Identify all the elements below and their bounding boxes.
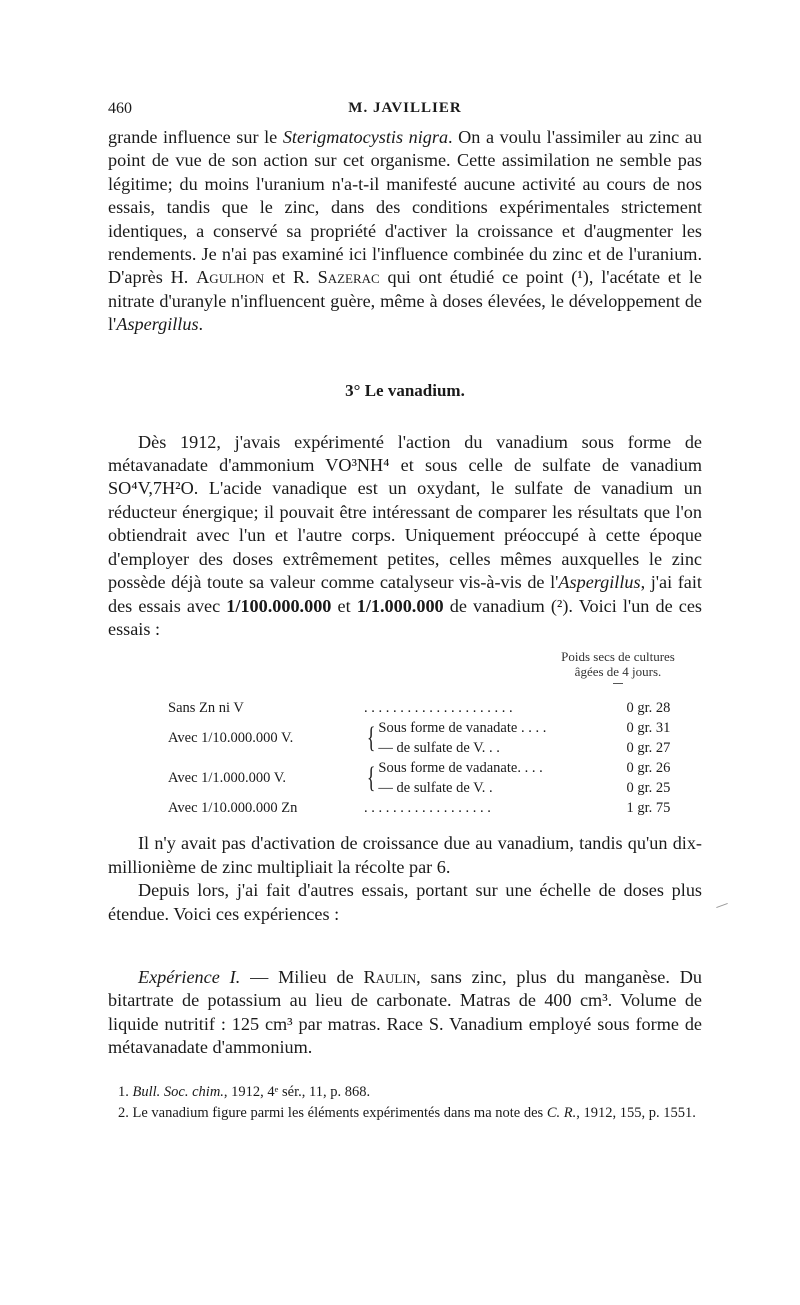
author-name: Agulhon — [196, 267, 265, 288]
row-value: 0 gr. 28 — [626, 699, 671, 716]
text-run: , sans zinc, plus du manganèse. Du bitartrate de potassium au lieu de carbonate. Matras de 400 cm³. Volume de liquide nutritif : 125 cm³ par matras. Race S. Vanadium employé sous forme de métavanadate d'ammonium. — [108, 966, 702, 1058]
footnotes — [108, 1082, 702, 1124]
row-sublabel: Sous forme de vanadate . . . . — [378, 719, 547, 736]
column-header-text: Poids secs de cultures âgées de 4 jours. — [561, 649, 675, 680]
row-sublabel: Sous forme de vadanate. . . . — [378, 759, 543, 776]
row-label: Sans Zn ni V — [168, 699, 244, 716]
dose-value: 1/1.000.000 — [356, 595, 444, 616]
paragraph-vanadium-intro — [108, 431, 702, 642]
leader-dots: . . . . . . . . . . . . . . . . . . — [364, 799, 491, 816]
header-rule — [613, 683, 623, 684]
row-value: 0 gr. 26 — [626, 759, 671, 776]
species-name: Sterigmatocystis nigra — [282, 127, 449, 147]
section-title: 3° Le vanadium. — [345, 380, 465, 400]
author-name: Sazerac — [317, 267, 380, 288]
text-run: — Milieu de — [240, 966, 364, 987]
row-label: Avec 1/10.000.000 V. — [168, 729, 294, 746]
margin-mark — [716, 903, 728, 908]
text-run: de vanadium (²). Voici l'un de ces essais : — [108, 595, 702, 639]
brace-icon: { — [366, 761, 376, 795]
brace-icon: { — [366, 721, 376, 755]
text-run: . — [198, 314, 204, 335]
footnote-1 — [108, 1082, 702, 1103]
journal-title: C. R. — [546, 1104, 577, 1121]
row-value: 0 gr. 31 — [626, 719, 671, 736]
text-run: et — [331, 595, 357, 616]
table-row — [168, 698, 670, 718]
row-label: Avec 1/1.000.000 V. — [168, 769, 287, 786]
text-run: . On a voulu l'assimiler au zinc au point de vue de son action sur cet organisme. Cette assimilation ne semble pas légitime; du moins l'uranium n'a-t-il manifesté aucune activité au cours de nos essais, tandis que le zinc, dans des conditions expérimentales strictement identiques, a conservé sa propriété d'activer la croissance et d'augmenter les rendements. Je n'ai pas examiné ici l'influence combinée du zinc et de l'uranium. D'après H. — [108, 127, 702, 288]
page-number: 460 — [108, 100, 132, 117]
table-row — [168, 718, 670, 738]
row-value: 0 gr. 25 — [626, 779, 671, 796]
footnote-number: 2. — [118, 1104, 133, 1121]
paragraph-experience-1 — [108, 966, 702, 1060]
paragraph-conclusion: Il n'y avait pas d'activation de croissance due au vanadium, tandis qu'un dix-millionième de zinc multipliait la récolte par 6. — [108, 833, 702, 877]
species-name: Aspergillus — [116, 314, 199, 335]
citation-text: , 1912, 155, p. 1551. — [576, 1104, 696, 1121]
text-run: et R. — [264, 267, 318, 288]
page-body — [108, 126, 702, 1124]
text-run: Dès 1912, j'avais expérimenté l'action du vanadium sous forme de métavanadate d'ammonium VO³NH⁴ et sous celle de sulfate de vanadium SO⁴V,7H²O. L'acide vanadique est un oxydant, le sulfate de vanadium un réducteur énergique; il pouvait être intéressant de comparer les résultats que l'on obtiendrait avec l'un et l'autre corps. Uniquement préoccupé à cette époque d'employer des doses extrêmement petites, celles mêmes auxquelles le zinc possède déjà toute sa valeur comme catalyseur vis-à-vis de l' — [108, 431, 702, 593]
citation-text: , 1912, 4ᵉ sér., 11, p. 868. — [223, 1083, 371, 1100]
species-name: Aspergillus — [558, 572, 641, 593]
paragraph-uranium — [108, 126, 702, 337]
citation-text: Le vanadium figure parmi les éléments expérimentés dans ma note des — [132, 1104, 547, 1121]
paragraph-transition: Depuis lors, j'ai fait d'autres essais, portant sur une échelle de doses plus étendue. Voici ces expériences : — [108, 880, 702, 924]
footnote-2 — [108, 1103, 702, 1124]
text-run: , j'ai fait des essais avec — [108, 572, 702, 616]
row-sublabel: — de sulfate de V. . . — [378, 739, 500, 756]
row-label: Avec 1/10.000.000 Zn — [168, 799, 298, 816]
dose-value: 1/100.000.000 — [226, 595, 332, 616]
leader-dots: . . . . . . . . . . . . . . . . . . . . . — [364, 699, 513, 716]
running-head: M. JAVILLIER — [348, 100, 462, 116]
results-table — [168, 698, 670, 818]
experiment-title: Expérience I. — [138, 966, 241, 987]
row-value: 1 gr. 75 — [626, 799, 671, 816]
journal-title: Bull. Soc. chim. — [132, 1083, 224, 1100]
author-name: Raulin — [363, 966, 417, 987]
row-sublabel: — de sulfate de V. . — [378, 779, 493, 796]
footnote-number: 1. — [118, 1083, 133, 1100]
table-column-header — [548, 649, 688, 684]
table-row — [168, 758, 670, 778]
page-header — [108, 100, 702, 124]
table-row — [168, 798, 670, 818]
text-run: qui ont étudié ce point (¹), l'acétate et le nitrate d'uranyle n'influencent guère, même à doses élevées, le développement de l' — [108, 267, 702, 335]
row-value: 0 gr. 27 — [626, 739, 671, 756]
text-run: grande influence sur le — [108, 127, 283, 147]
